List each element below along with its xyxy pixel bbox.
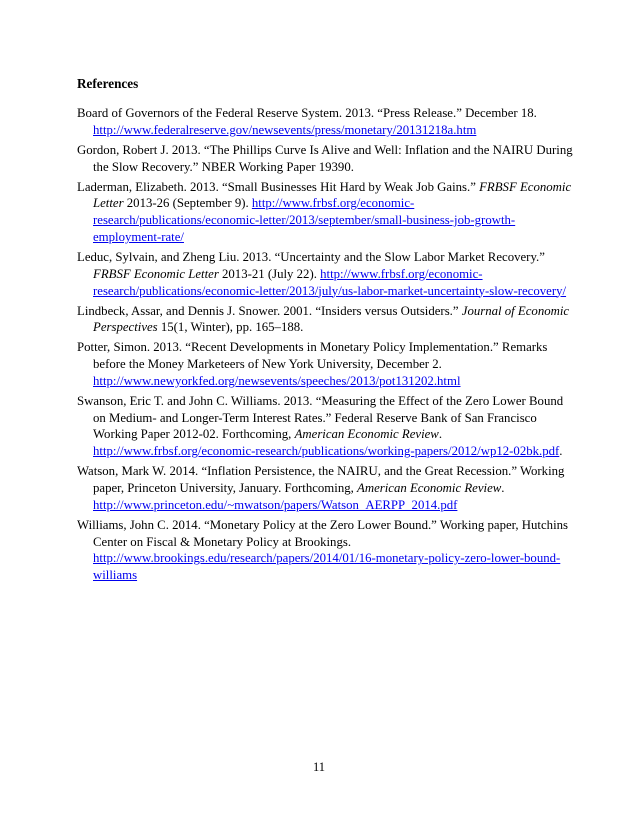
ref-text: 15(1, Winter), pp. 165–188.: [157, 320, 304, 335]
reference-entry: [77, 463, 577, 513]
reference-entry: [77, 179, 577, 246]
ref-text: Laderman, Elizabeth. 2013. “Small Businesses Hit Hard by Weak Job Gains.”: [77, 179, 480, 194]
section-heading: References: [77, 76, 139, 91]
reference-entry: [77, 249, 577, 299]
ref-text: Swanson, Eric T. and John C. Williams. 2013. “Measuring the Effect of the Zero Lower Bound on Medium- and Longer-Term Interest Rates.” Federal Reserve Bank of San Francisco Working Paper 2012-02. Forthcoming,: [77, 393, 564, 442]
ref-text: Williams, John C. 2014. “Monetary Policy at the Zero Lower Bound.” Working paper, Hutchins Center on Fiscal & Monetary Policy at Brookings.: [77, 517, 569, 549]
ref-text: 2013-21 (July 22).: [218, 266, 321, 281]
ref-journal: American Economic Review: [294, 427, 439, 442]
page-number: 11: [312, 760, 326, 774]
ref-text: 2013-26 (September 9).: [123, 196, 252, 211]
ref-journal: FRBSF Economic Letter: [93, 266, 219, 281]
reference-entry: [77, 393, 577, 460]
ref-text: .: [559, 444, 563, 459]
ref-text: .: [501, 481, 505, 496]
ref-link[interactable]: http://www.frbsf.org/economic-research/publications/economic-letter/2013/september/small-business-job-growth-employment-rate/: [93, 196, 516, 244]
ref-text: Potter, Simon. 2013. “Recent Developments in Monetary Policy Implementation.” Remarks before the Money Marketeers of New York University, December 2.: [77, 340, 548, 372]
ref-link[interactable]: http://www.federalreserve.gov/newsevents/press/monetary/20131218a.htm: [93, 122, 477, 137]
ref-text: Leduc, Sylvain, and Zheng Liu. 2013. “Uncertainty and the Slow Labor Market Recovery.”: [77, 249, 545, 264]
reference-entry: [77, 339, 577, 389]
reference-entry: [77, 517, 577, 584]
ref-text: Watson, Mark W. 2014. “Inflation Persistence, the NAIRU, and the Great Recession.” Working paper, Princeton University, January. Forthcoming,: [77, 464, 565, 496]
ref-text: Board of Governors of the Federal Reserve System. 2013. “Press Release.” December 18.: [77, 106, 537, 120]
ref-link[interactable]: http://www.newyorkfed.org/newsevents/speeches/2013/pot131202.html: [93, 373, 461, 388]
reference-entry: [77, 142, 577, 176]
ref-journal: American Economic Review: [357, 481, 502, 496]
ref-link[interactable]: http://www.frbsf.org/economic-research/publications/economic-letter/2013/july/us-labor-market-uncertainty-slow-recovery/: [93, 266, 567, 298]
ref-text: Lindbeck, Assar, and Dennis J. Snower. 2001. “Insiders versus Outsiders.”: [77, 303, 462, 318]
ref-journal: Journal of Economic Perspectives: [93, 303, 570, 335]
reference-entry: [77, 105, 577, 139]
ref-text: .: [438, 427, 443, 442]
ref-link[interactable]: http://www.frbsf.org/economic-research/publications/working-papers/2012/wp12-02bk.pdf: [93, 444, 560, 459]
reference-list: [77, 105, 577, 587]
ref-link[interactable]: http://www.princeton.edu/~mwatson/papers/Watson_AERPP_2014.pdf: [93, 497, 458, 512]
ref-link[interactable]: http://www.brookings.edu/research/papers/2014/01/16-monetary-policy-zero-lower-bound-williams: [93, 551, 561, 583]
ref-text: Gordon, Robert J. 2013. “The Phillips Curve Is Alive and Well: Inflation and the NAIRU During the Slow Recovery.” NBER Working Paper 19390.: [77, 142, 573, 174]
ref-journal: FRBSF Economic Letter: [93, 179, 572, 211]
reference-entry: [77, 303, 577, 337]
